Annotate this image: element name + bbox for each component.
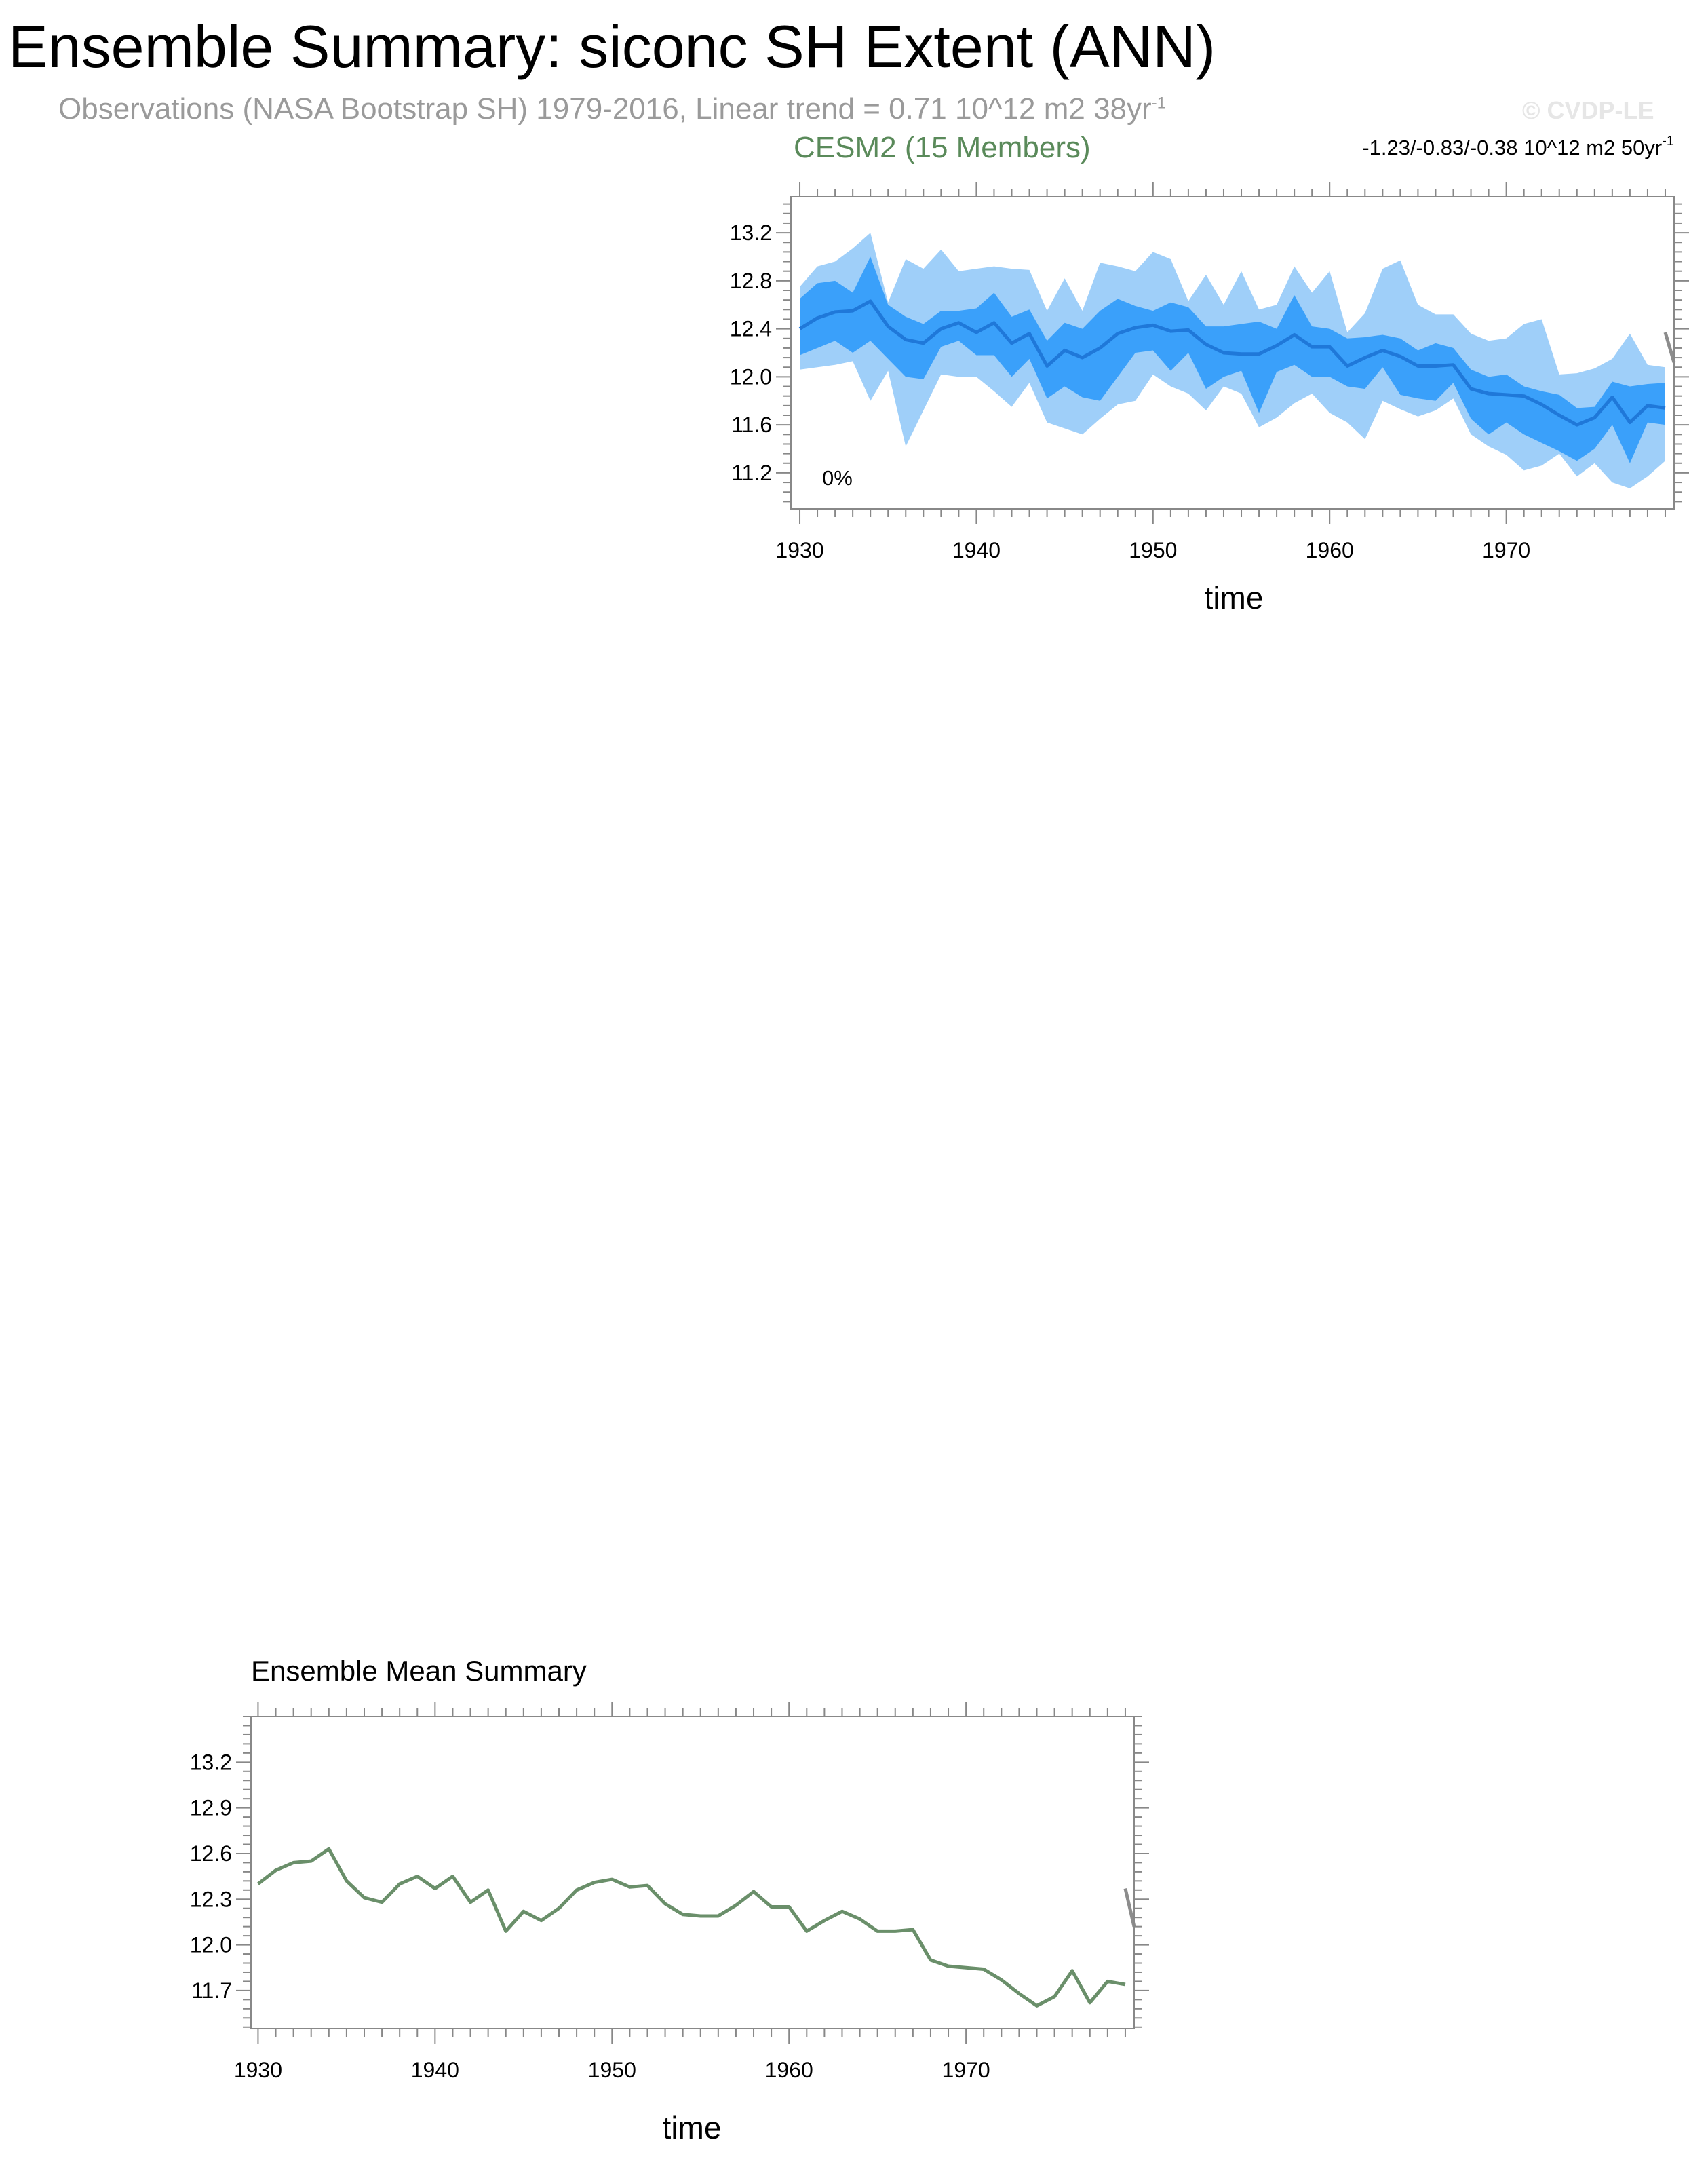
y-tick-label: 11.2: [731, 460, 772, 485]
percent-annotation: 0%: [822, 466, 853, 490]
observations-trend-segment: [1125, 1889, 1134, 1927]
x-tick-label: 1970: [942, 2058, 990, 2082]
observations-trend-segment: [1665, 332, 1674, 362]
x-tick-label: 1930: [233, 2058, 283, 2082]
x-tick-label: 1950: [587, 2058, 636, 2082]
y-tick-label: 12.8: [729, 268, 772, 293]
trend-label: [1362, 134, 1674, 159]
y-tick-label: 12.6: [189, 1841, 232, 1866]
y-tick-label: 12.9: [189, 1795, 232, 1820]
ensemble-mean-chart: [0, 1642, 1708, 2167]
trend-text: -1.23/-0.83/-0.38 10^12 m2 50yr: [1362, 136, 1663, 159]
observations-unit-exponent: -1: [1151, 94, 1167, 113]
cesm2-ensemble-chart: [0, 122, 1708, 638]
x-tick-label: 1940: [952, 538, 1001, 562]
y-tick-label: 12.0: [729, 364, 772, 389]
x-tick-label: 1970: [1482, 538, 1531, 562]
y-tick-label: 11.6: [731, 413, 772, 438]
y-tick-label: 13.2: [729, 220, 772, 246]
y-tick-label: 11.7: [191, 1978, 232, 2003]
plot-area: [190, 1702, 1149, 2082]
x-tick-label: 1930: [775, 538, 824, 562]
y-tick-label: 12.3: [189, 1887, 232, 1912]
observations-text: Observations (NASA Bootstrap SH) 1979-2016, Linear trend = 0.71 10^12 m2 38yr: [58, 92, 1152, 126]
watermark: © CVDP-LE: [1522, 96, 1654, 124]
y-tick-label: 12.0: [189, 1932, 232, 1957]
x-axis-label: time: [662, 2110, 722, 2145]
x-axis-label: time: [1204, 580, 1264, 615]
x-tick-label: 1960: [1305, 538, 1354, 562]
chart-title: CESM2 (15 Members): [794, 131, 1091, 164]
chart-title: Ensemble Mean Summary: [251, 1655, 587, 1687]
x-tick-label: 1950: [1129, 538, 1178, 562]
main-title: Ensemble Summary: siconc SH Extent (ANN): [8, 13, 1216, 80]
observations-subtitle: [58, 92, 1166, 126]
plot-area: [730, 182, 1689, 562]
y-tick-label: 12.4: [729, 316, 772, 341]
ensemble-mean-line: [258, 1849, 1125, 2006]
y-tick-label: 13.2: [189, 1750, 232, 1775]
trend-exponent: -1: [1662, 134, 1674, 149]
x-tick-label: 1940: [410, 2058, 459, 2082]
x-tick-label: 1960: [764, 2058, 813, 2082]
